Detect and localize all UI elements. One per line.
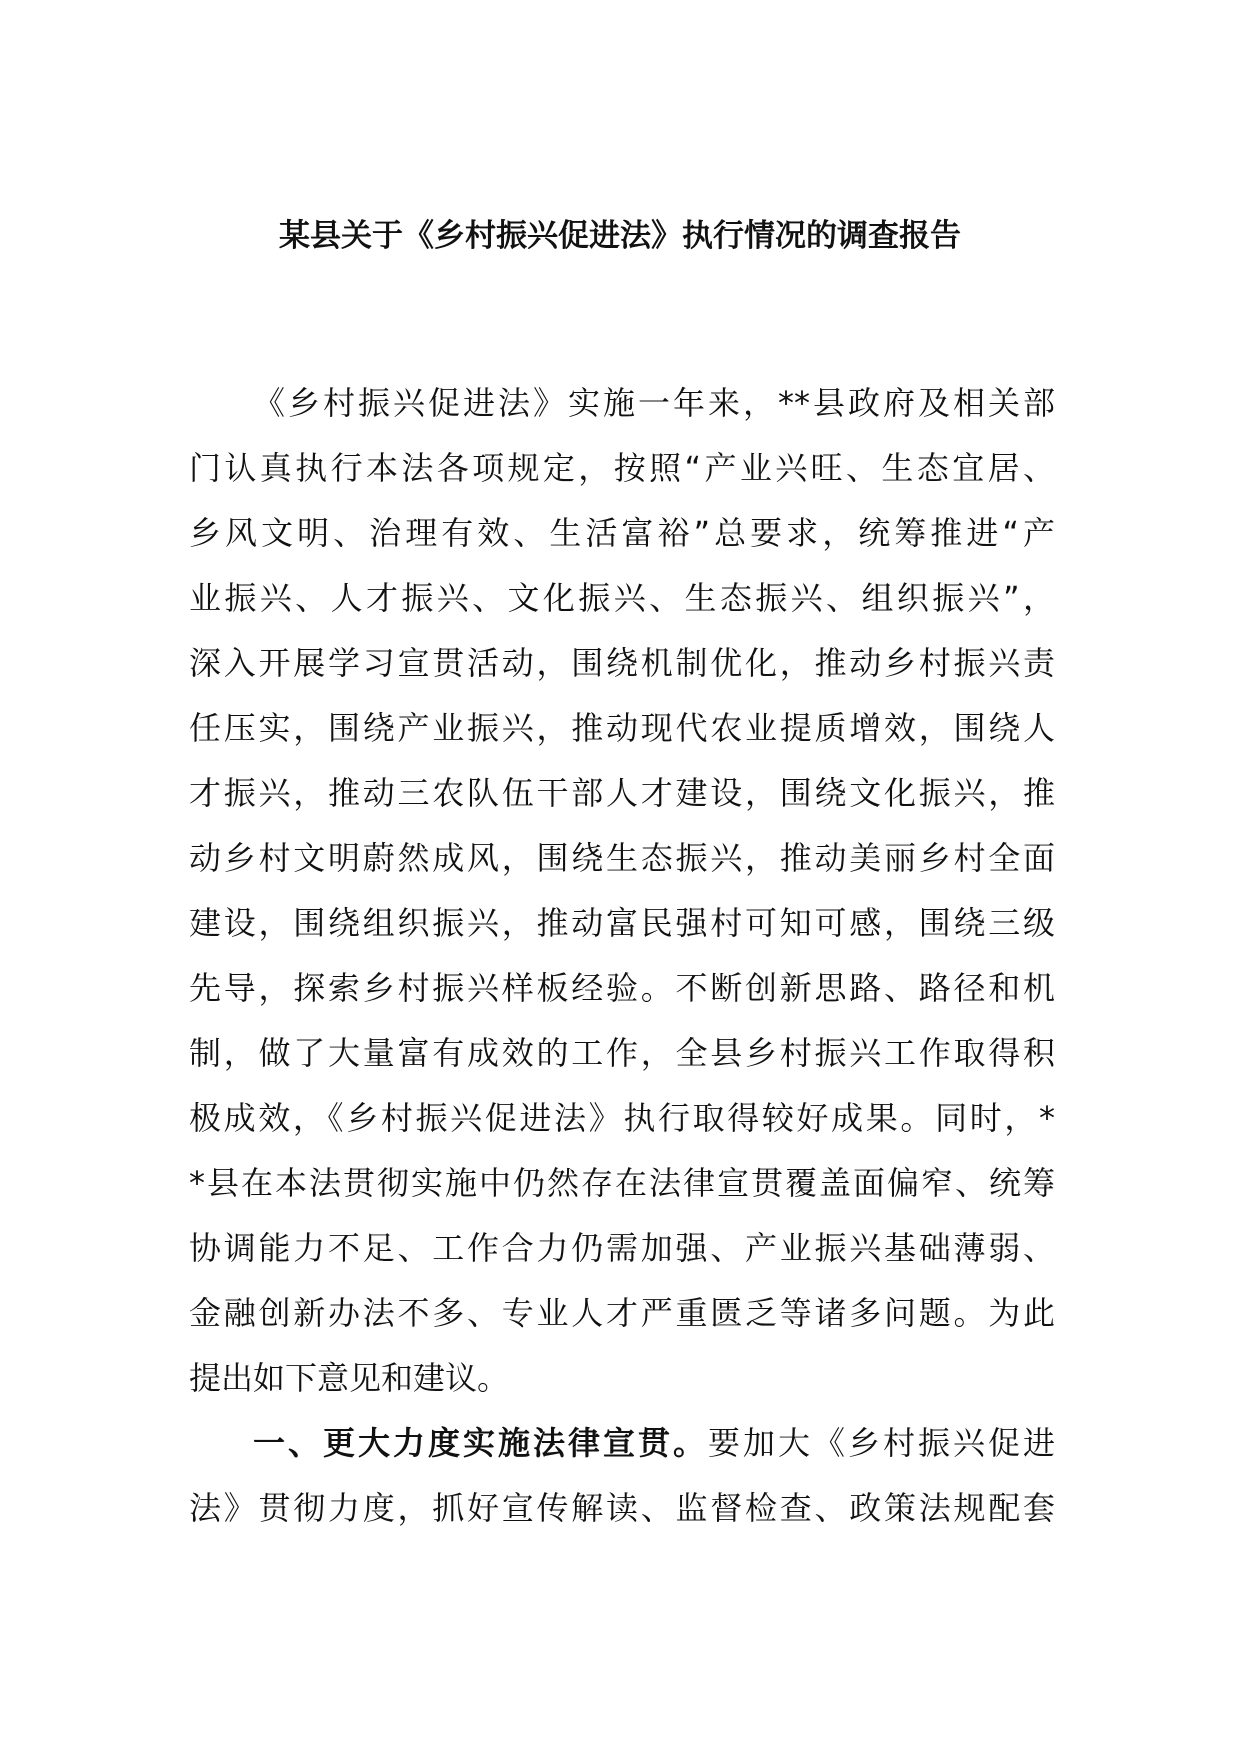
paragraph-line: 动乡村文明蔚然成风，围绕生态振兴，推动美丽乡村全面: [189, 839, 1055, 877]
paragraph-line: 任压实，围绕产业振兴，推动现代农业提质增效，围绕人: [189, 709, 1055, 747]
paragraph-line: 制，做了大量富有成效的工作，全县乡村振兴工作取得积: [189, 1034, 1055, 1072]
paragraph-line: 提出如下意见和建议。: [189, 1359, 510, 1397]
paragraph-line: 极成效，《乡村振兴促进法》执行取得较好成果。同时，*: [189, 1099, 1055, 1137]
paragraph-line: 门认真执行本法各项规定，按照“产业兴旺、生态宜居、: [189, 449, 1055, 487]
paragraph-line: 乡风文明、治理有效、生活富裕”总要求，统筹推进“产: [189, 514, 1055, 552]
paragraph-line: 才振兴，推动三农队伍干部人才建设，围绕文化振兴，推: [189, 774, 1055, 812]
document-title: 某县关于《乡村振兴促进法》执行情况的调查报告: [279, 218, 961, 254]
paragraph-line: 先导，探索乡村振兴样板经验。不断创新思路、路径和机: [189, 969, 1055, 1007]
section-1-heading: 一、更大力度实施法律宣贯。: [253, 1424, 708, 1462]
paragraph-line: 协调能力不足、工作合力仍需加强、产业振兴基础薄弱、: [189, 1229, 1055, 1267]
paragraph-line: *县在本法贯彻实施中仍然存在法律宣贯覆盖面偏窄、统筹: [189, 1164, 1055, 1202]
paragraph-line: 深入开展学习宣贯活动，围绕机制优化，推动乡村振兴责: [189, 644, 1055, 682]
paragraph-line: 业振兴、人才振兴、文化振兴、生态振兴、组织振兴”，: [189, 579, 1055, 617]
section-1-line: 法》贯彻力度，抓好宣传解读、监督检查、政策法规配套: [189, 1489, 1055, 1527]
section-1-text: 要加大《乡村振兴促进: [707, 1424, 1055, 1462]
section-1-first-line: [189, 1411, 1055, 1476]
paragraph-line: 建设，围绕组织振兴，推动富民强村可知可感，围绕三级: [189, 904, 1055, 942]
paragraph-line: 《乡村振兴促进法》实施一年来，**县政府及相关部: [253, 384, 1055, 422]
paragraph-line: 金融创新办法不多、专业人才严重匮乏等诸多问题。为此: [189, 1294, 1055, 1332]
document-body: [189, 371, 1055, 1541]
